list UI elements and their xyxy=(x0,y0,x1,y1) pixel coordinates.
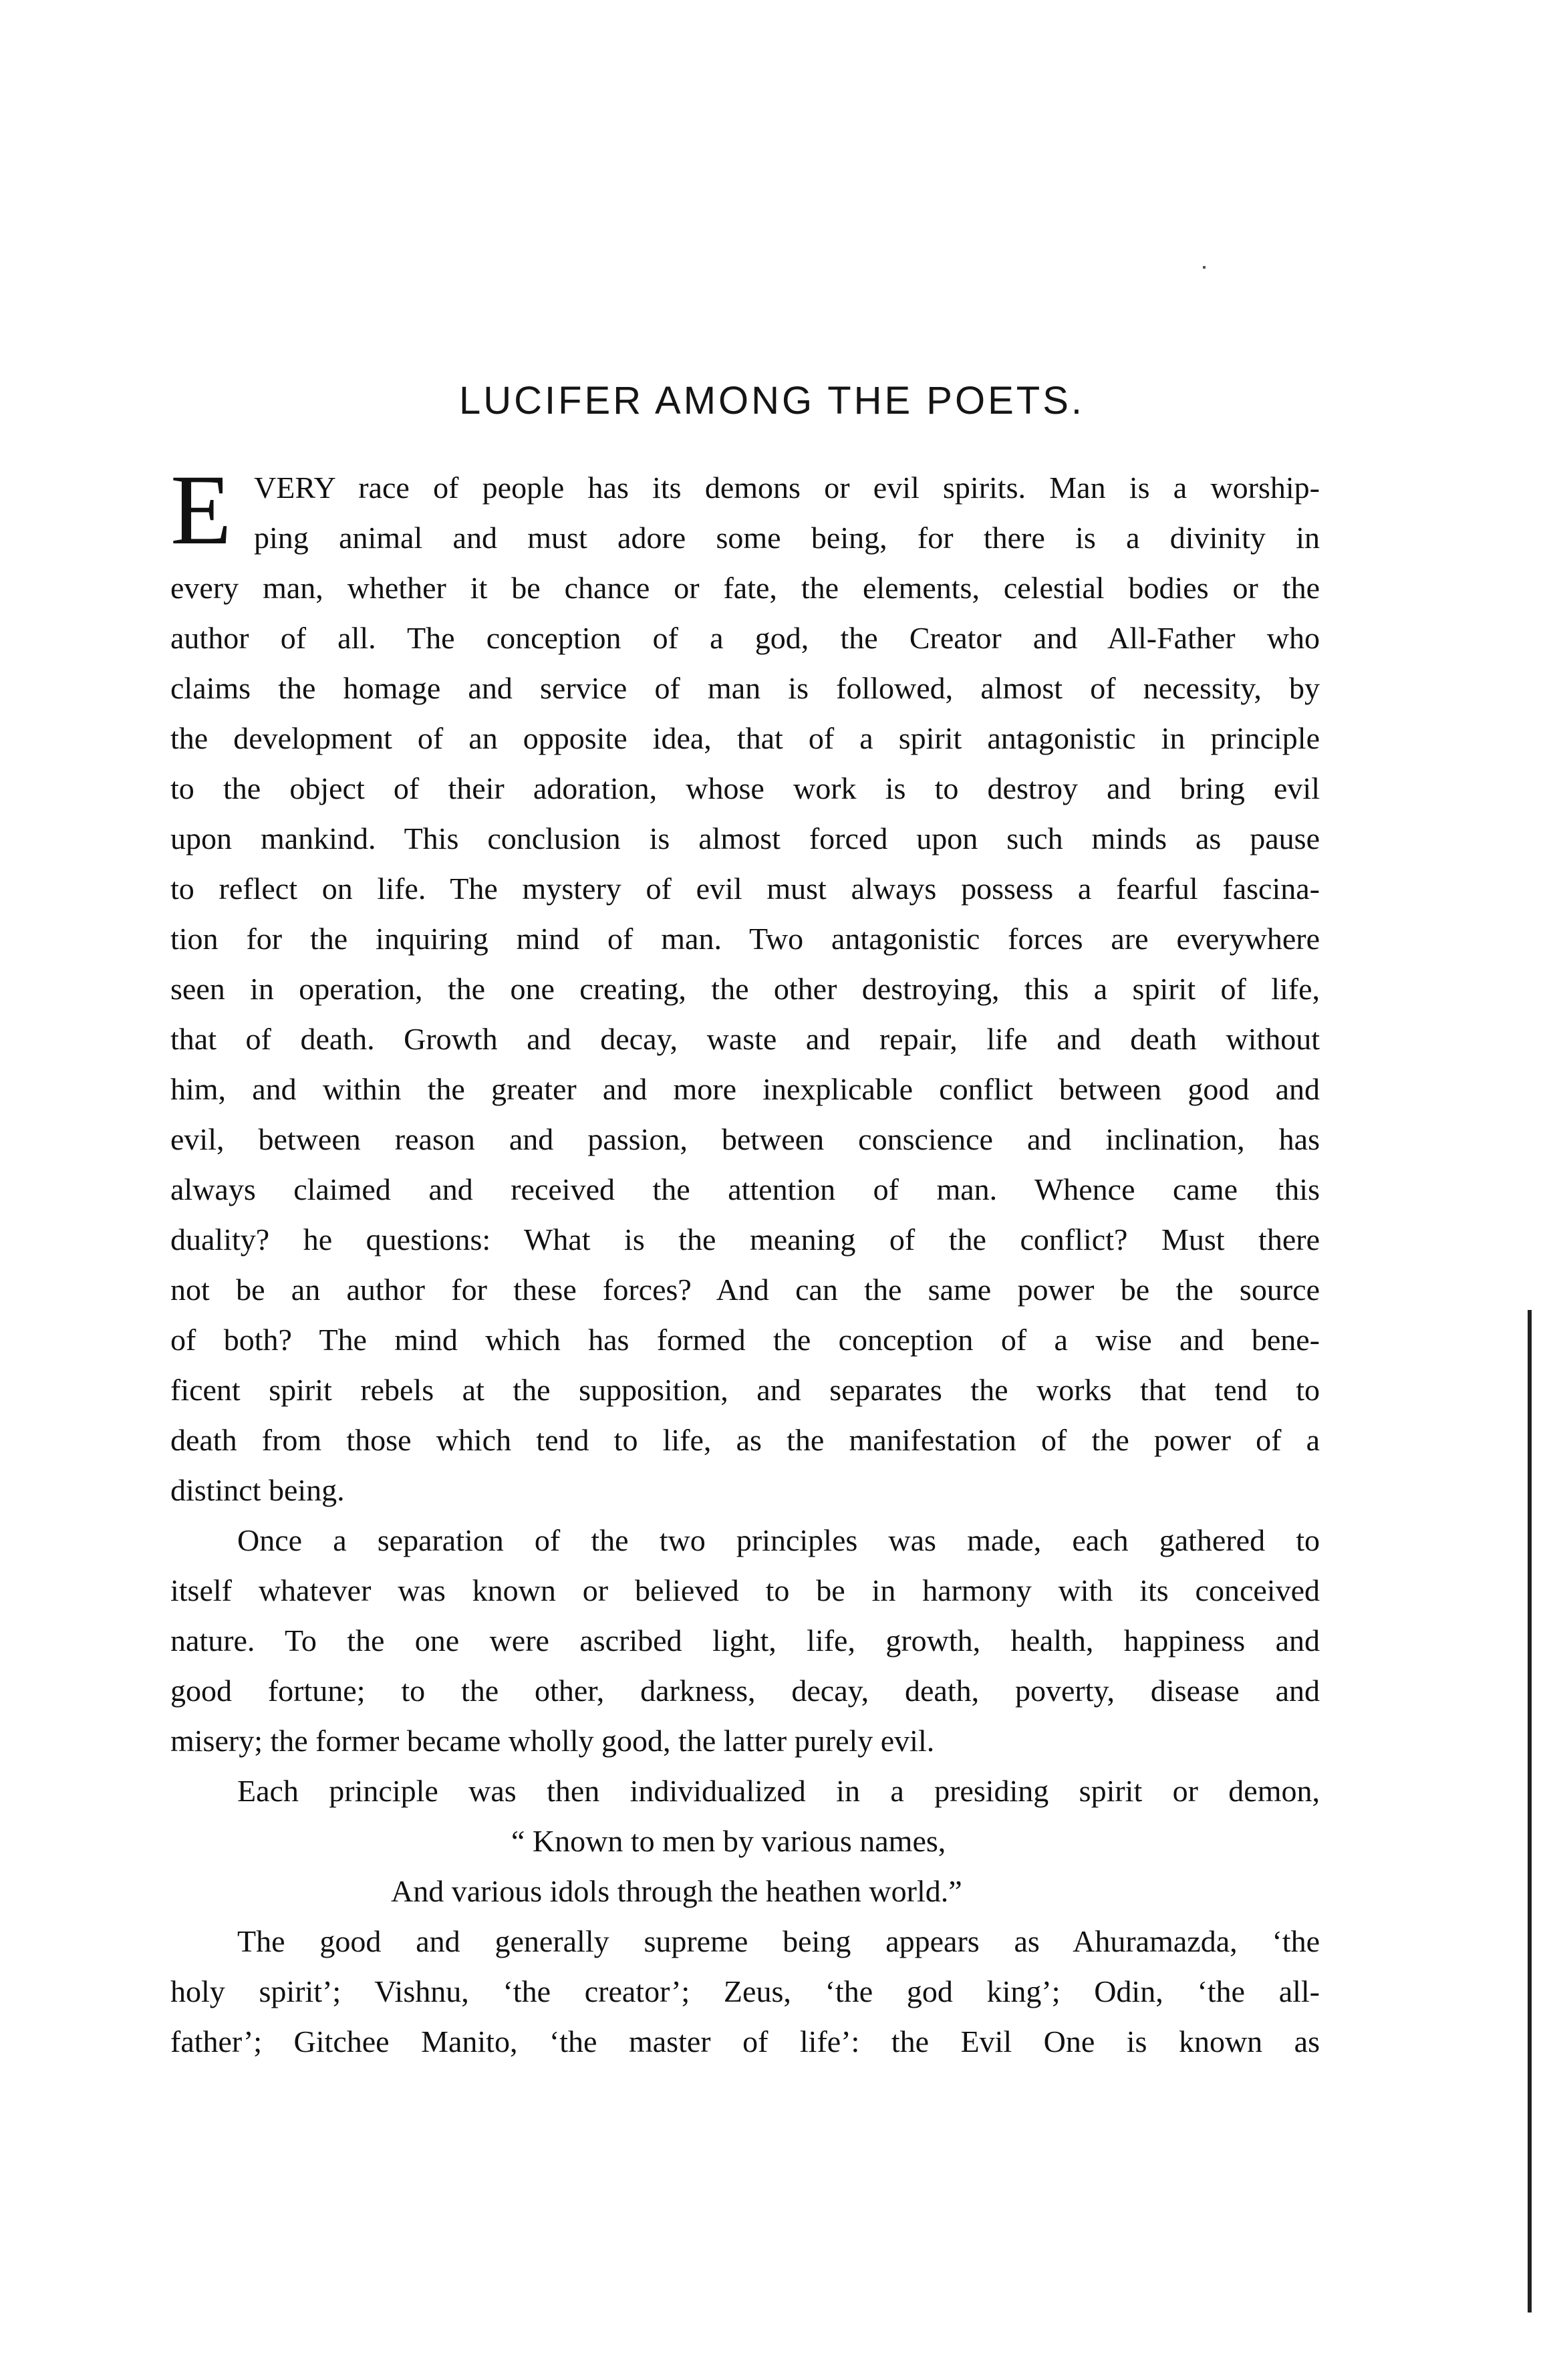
text-line: misery; the former became wholly good, the latter purely evil. xyxy=(170,1724,935,1758)
text-line: tion for the inquiring mind of man. Two antagonistic forces are everywhere xyxy=(170,922,1320,956)
drop-cap: E xyxy=(170,454,232,565)
text-line: duality? he questions: What is the meaning of the conflict? Must there xyxy=(170,1222,1320,1257)
print-speck xyxy=(1203,266,1206,269)
text-line: The good and generally supreme being appears as Ahuramazda, ‘the xyxy=(237,1924,1320,1958)
text-line: nature. To the one were ascribed light, life, growth, health, happiness and xyxy=(170,1623,1320,1658)
text-line: ficent spirit rebels at the supposition, and separates the works that tend to xyxy=(170,1373,1320,1407)
text-line: seen in operation, the one creating, the other destroying, this a spirit of life, xyxy=(170,972,1320,1006)
chapter-title: LUCIFER AMONG THE POETS. xyxy=(458,379,1085,422)
text-line: evil, between reason and passion, between conscience and inclination, has xyxy=(170,1122,1320,1156)
text-line: Once a separation of the two principles was made, each gathered to xyxy=(237,1523,1320,1557)
text-line: always claimed and received the attention of man. Whence came this xyxy=(170,1172,1320,1206)
text-line: of both? The mind which has formed the conception of a wise and bene- xyxy=(170,1323,1320,1357)
text-line: VERY race of people has its demons or evil spirits. Man is a worship- xyxy=(254,471,1320,505)
verse-quote xyxy=(170,1816,1320,1916)
text-line: ping animal and must adore some being, for there is a divinity in xyxy=(254,521,1320,555)
text-line: the development of an opposite idea, that of a spirit antagonistic in principle xyxy=(170,721,1320,755)
text-line: claims the homage and service of man is followed, almost of necessity, by xyxy=(170,671,1320,705)
body-text xyxy=(170,454,1320,2067)
text-line: every man, whether it be chance or fate, the elements, celestial bodies or the xyxy=(170,571,1320,605)
text-line: holy spirit’; Vishnu, ‘the creator’; Zeus, ‘the god king’; Odin, ‘the all- xyxy=(170,1974,1320,2008)
text-line: distinct being. xyxy=(170,1473,345,1507)
verse-line: And various idols through the heathen world.” xyxy=(391,1874,962,1908)
text-line: itself whatever was known or believed to be in harmony with its conceived xyxy=(170,1573,1320,1607)
paragraph-1 xyxy=(170,454,1320,1515)
text-line: not be an author for these forces? And can the same power be the source xyxy=(170,1273,1320,1307)
text-line: death from those which tend to life, as the manifestation of the power of a xyxy=(170,1423,1320,1457)
text-line: Each principle was then individualized in a presiding spirit or demon, xyxy=(237,1774,1320,1808)
paragraph-3 xyxy=(170,1766,1320,1816)
text-line: to reflect on life. The mystery of evil must always possess a fearful fascina- xyxy=(170,872,1320,906)
text-line: him, and within the greater and more inexplicable conflict between good and xyxy=(170,1072,1320,1106)
paragraph-4 xyxy=(170,1916,1320,2067)
paragraph-2 xyxy=(170,1515,1320,1766)
text-line: good fortune; to the other, darkness, decay, death, poverty, disease and xyxy=(170,1674,1320,1708)
text-line: upon mankind. This conclusion is almost forced upon such minds as pause xyxy=(170,821,1320,855)
text-line: that of death. Growth and decay, waste and repair, life and death without xyxy=(170,1022,1320,1056)
text-line: to the object of their adoration, whose work is to destroy and bring evil xyxy=(170,771,1320,805)
text-line: author of all. The conception of a god, the Creator and All-Father who xyxy=(170,621,1320,655)
text-line: father’; Gitchee Manito, ‘the master of life’: the Evil One is known as xyxy=(170,2024,1320,2059)
verse-line: “ Known to men by various names, xyxy=(511,1824,946,1858)
scan-margin-edge xyxy=(1528,1310,1532,2312)
